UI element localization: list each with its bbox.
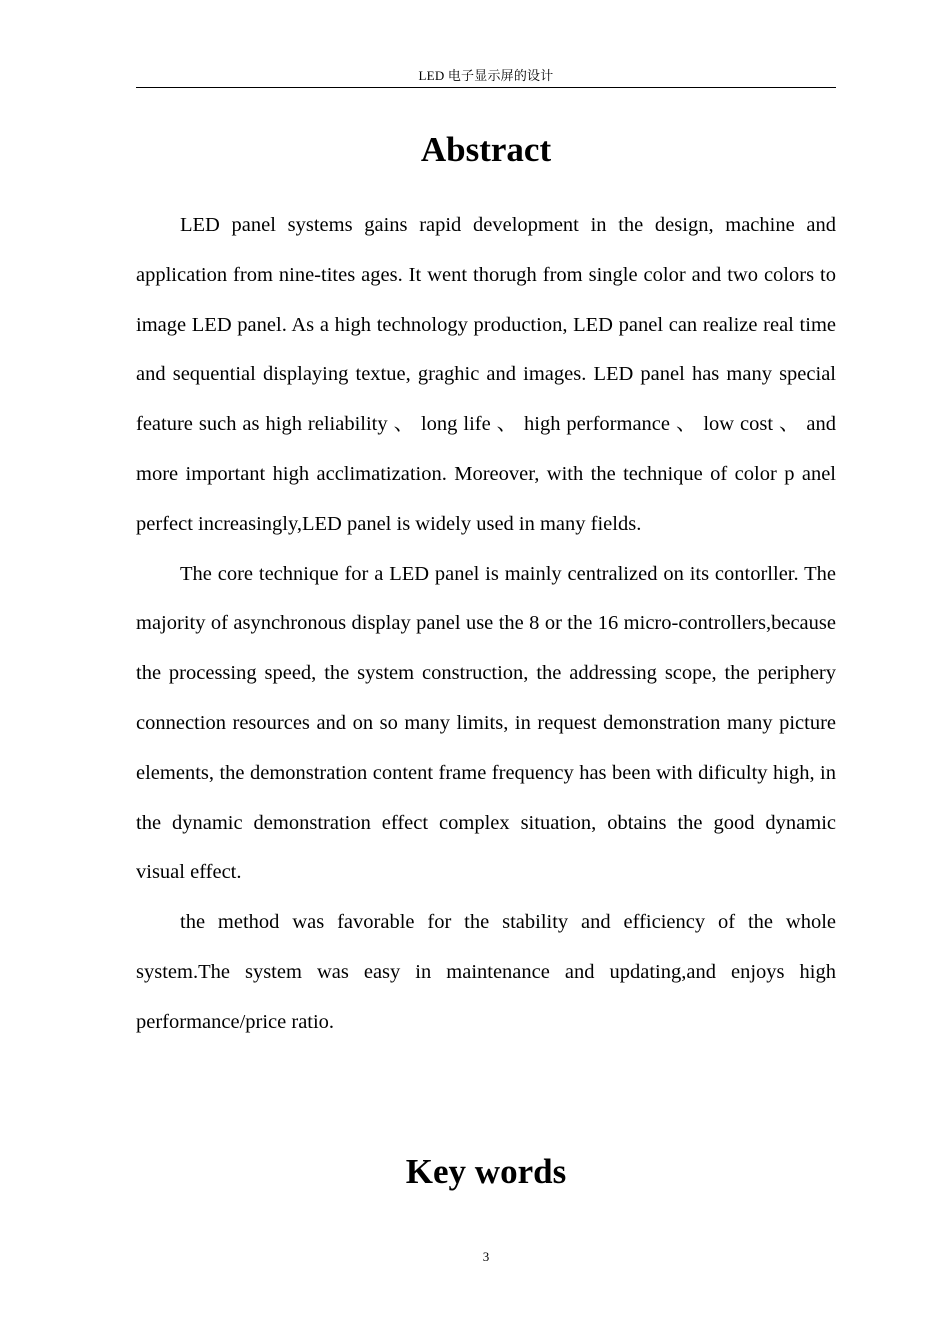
abstract-heading: Abstract bbox=[420, 130, 552, 169]
page-number: 3 bbox=[482, 1249, 490, 1264]
abstract-paragraph-2: The core technique for a LED panel is mainly centralized on its contorller. The majority of asynchronous display panel use the 8 or the 16 micro-controllers,because the processing speed, the system construction, the addressing scope, the periphery connection resources and on so many limits, in request demonstration many picture elements, the demonstration content frame frequency has been with dificulty high, in the dynamic demonstration effect complex situation, obtains the good dynamic visual effect. bbox=[136, 562, 836, 884]
keywords-heading: Key words bbox=[405, 1152, 567, 1191]
header-rule bbox=[136, 87, 836, 88]
abstract-paragraph-3: the method was favorable for the stability and efficiency of the whole system.The system was easy in maintenance and updating,and enjoys high performance/price ratio. bbox=[136, 911, 836, 1033]
abstract-paragraph-1: LED panel systems gains rapid development in the design, machine and application from nine-tites ages. It went thorugh from single color and two colors to image LED panel. As a high technology production, LED panel can realize real time and sequential displaying textue, graghic and images. LED panel has many special feature such as high reliability 、 long life 、 high performance 、 low cost 、 and more important high acclimatization. Moreover, with the technique of color p anel perfect increasingly,LED panel is widely used in many fields. bbox=[136, 214, 836, 535]
abstract-body bbox=[136, 201, 836, 1048]
running-header: LED 电子显示屏的设计 bbox=[418, 68, 554, 83]
